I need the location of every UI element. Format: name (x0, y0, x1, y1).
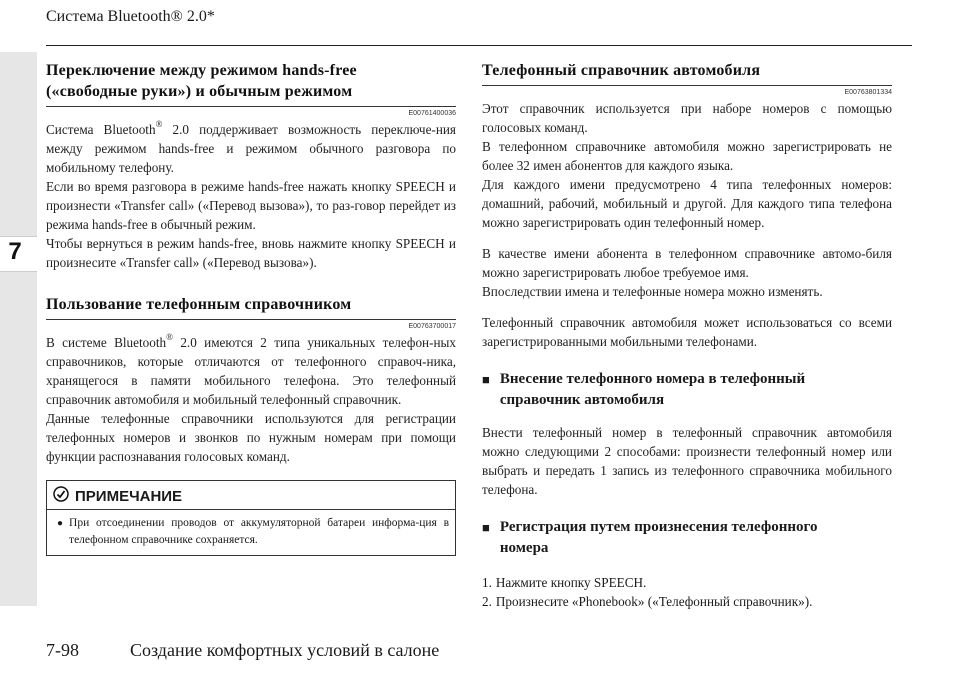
section-divider (46, 106, 456, 107)
steps-list (482, 573, 892, 611)
subsection-title-text (500, 369, 805, 411)
section-divider (46, 319, 456, 320)
paragraph: Внести телефонный номер в телефонный справочник автомобиля можно следующими 2 способами: произнести телефонный номер или выбрать и передать 1 запись из телефонного справочника мобильного телефона. (482, 425, 892, 497)
step-item (482, 573, 892, 592)
paragraph: Телефонный справочник автомобиля может использоваться со всеми зарегистрированными мобильными телефонами. (482, 315, 892, 349)
registered-mark: ® (155, 118, 163, 129)
section-divider (482, 85, 892, 86)
paragraph: Впоследствии имена и телефонные номера можно изменять. (482, 284, 823, 299)
step-number: 2. (482, 594, 492, 609)
title-line: номера (499, 540, 549, 556)
section-title-line2: («свободные руки») и обычным режимом (46, 83, 353, 100)
note-body (47, 510, 455, 555)
paragraph: Если во время разговора в режиме hands-free нажать кнопку SPEECH и произнести «Transfer call» («Перевод вызова»), то раз-говор перейдет из режима hands-free в обычный режим. (46, 179, 456, 232)
chapter-sidebar (0, 52, 37, 606)
step-text: Произнесите «Phonebook» («Телефонный справочник»). (495, 594, 813, 609)
text-span: 2.0 имеются 2 типа уникальных телефон-ных справочников, которые отличаются от телефонного справоч-ника, хранящегося в памяти мобильного телефона. Это телефонный справочник автомобиля и мобильный телефонный справочник. (46, 335, 456, 407)
subsection-title-add-number (482, 369, 892, 411)
section-code: E00763700017 (408, 323, 456, 330)
left-column (46, 60, 456, 556)
step-number: 1. (482, 575, 492, 590)
subsection-title-text (500, 517, 818, 559)
registered-mark: ® (166, 331, 173, 342)
page-header-title: Система Bluetooth® 2.0* (46, 8, 215, 25)
note-header (47, 481, 455, 510)
chapter-number: 7 (8, 238, 22, 265)
bullet-icon: ● (57, 518, 64, 529)
page-number: 7-98 (46, 640, 79, 660)
text-span: В системе Bluetooth (46, 335, 167, 350)
section-title-handsfree (46, 60, 456, 102)
paragraph: Этот справочник используется при наборе номеров с помощью голосовых команд. (482, 101, 892, 135)
paragraph: В качестве имени абонента в телефонном справочнике автомо-биля можно зарегистрировать любое требуемое имя. (482, 246, 892, 280)
note-text: При отсоединении проводов от аккумуляторной батареи информа-ция в телефонном справочнике сохраняется. (69, 517, 449, 546)
title-line: Внесение телефонного номера в телефонный (499, 371, 806, 387)
square-bullet-icon: ■ (482, 372, 490, 387)
paragraph: Данные телефонные справочники используются для регистрации телефонных номеров и звонков по нужным номерам при помощи функции распознавания голосовых команд. (46, 411, 456, 464)
title-line: справочник автомобиля (499, 392, 665, 408)
paragraph (46, 333, 456, 409)
note-box (46, 480, 456, 556)
section-code: E00761400036 (408, 110, 456, 117)
paragraph: Для каждого имени предусмотрено 4 типа телефонных номеров: домашний, рабочий, мобильный и другой. Для каждого типа телефона можно зарегистрировать один телефонный номер. (482, 177, 892, 230)
footer-chapter-title: Создание комфортных условий в салоне (130, 640, 440, 660)
paragraph: В телефонном справочнике автомобиля можно зарегистрировать не более 32 имен абонентов для каждого языка. (482, 139, 892, 173)
note-title: ПРИМЕЧАНИЕ (75, 487, 183, 505)
section-title-vehicle-phonebook: Телефонный справочник автомобиля (482, 62, 761, 79)
step-text: Нажмите кнопку SPEECH. (495, 575, 647, 590)
checkmark-icon (53, 486, 69, 506)
paragraph (46, 120, 456, 177)
right-column (482, 60, 892, 611)
title-line: Регистрация путем произнесения телефонного (499, 519, 818, 535)
header-divider (46, 45, 912, 46)
step-item (482, 592, 892, 611)
subsection-title-register-by-voice (482, 517, 892, 559)
section-title-line1: Переключение между режимом hands-free (46, 62, 357, 79)
section-code: E00763801334 (844, 89, 892, 96)
paragraph: Чтобы вернуться в режим hands-free, вновь нажмите кнопку SPEECH и произнесите «Transfer call» («Перевод вызова»). (46, 236, 456, 270)
square-bullet-icon: ■ (482, 520, 490, 535)
section-title-phonebook-usage: Пользование телефонным справочником (46, 296, 352, 313)
text-span: 2.0 поддерживает возможность переключе-ния между режимом hands-free и режимом обычного разговора по мобильному телефону. (46, 122, 456, 175)
text-span: Система Bluetooth (46, 122, 156, 137)
